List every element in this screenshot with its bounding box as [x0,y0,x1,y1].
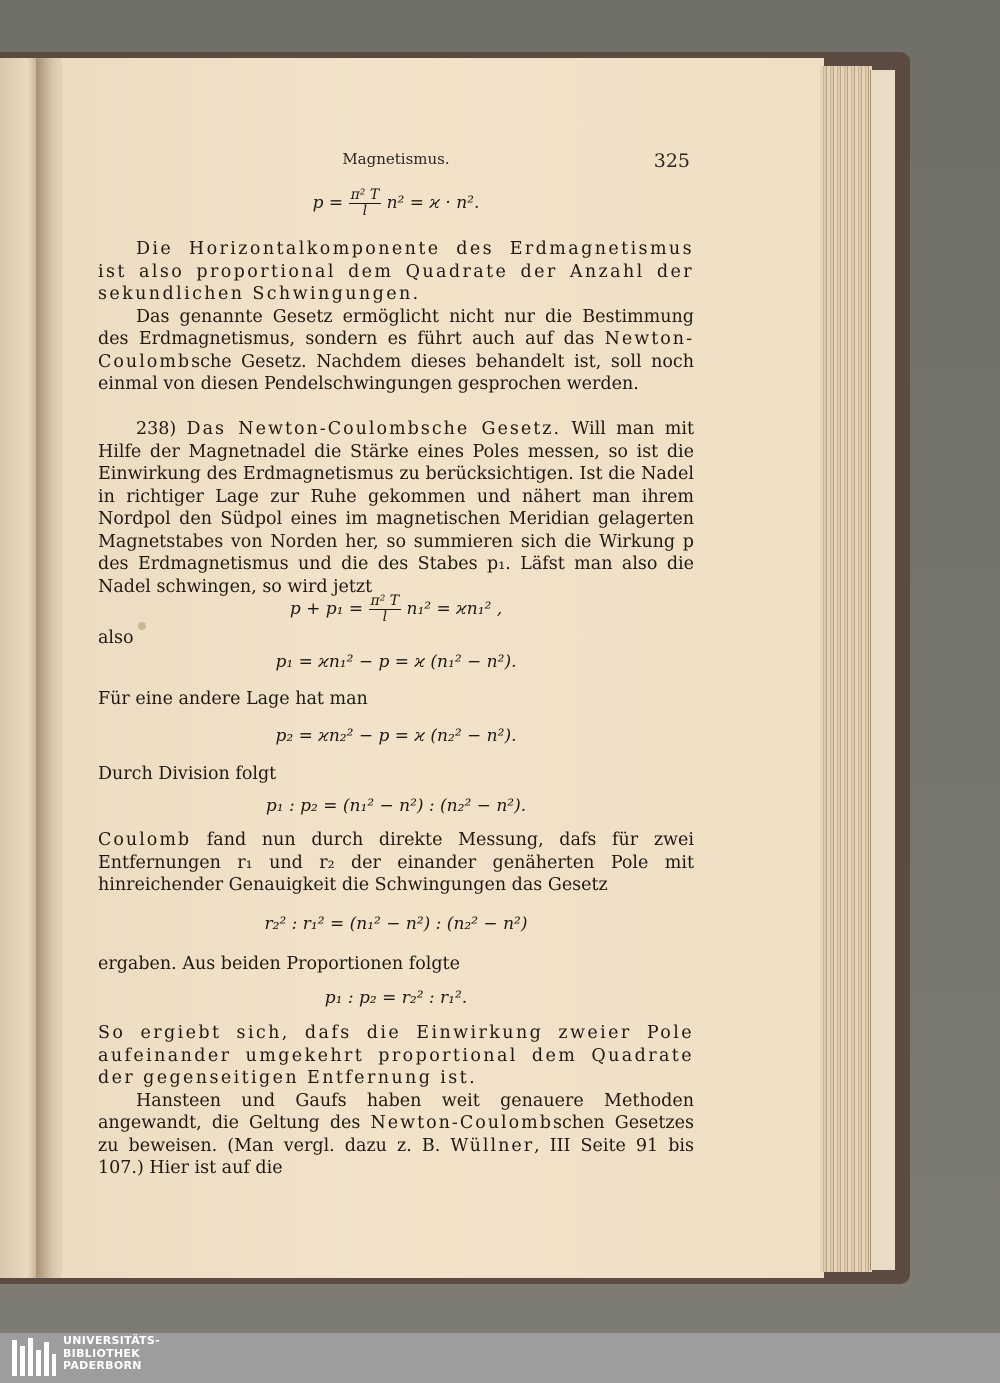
formula-p2: p₂ = ϰn₂² − p = ϰ (n₂² − n²). [275,726,517,746]
f2-fraction [369,594,402,625]
paragraph-238 [98,418,694,598]
p2-text-a: Das genannte Gesetz ermöglicht nicht nur die Bestimmung des Erdmagnetismus, sondern es führt auch auf das [98,306,694,349]
text-block-2 [98,418,694,598]
f2-numerator: π² T [370,593,400,609]
p2-name: Newton-Coulomb [98,329,694,372]
paragraph-gesetz [98,306,694,396]
text-division: Durch Division folgt [98,764,277,784]
text-block-3 [98,829,694,897]
formula-period [98,188,694,219]
last-text-e: , III Seite 91 bis 107.) Hier ist auf die [98,1135,694,1178]
last-text-c: schen Gesetzes zu beweisen. (Man vergl. dazu z. B. [98,1113,694,1156]
fraction-denominator: l [362,203,368,219]
library-line-2: BIBLIOTHEK [63,1346,141,1360]
wuellner-name: Wüllner [450,1135,535,1156]
page-number: 325 [653,150,690,172]
paragraph-horizontal: Die Horizontalkomponente des Erdmagnetismus ist also proportional dem Quadrate der Anzahl der sekundlichen Schwingungen. [98,239,694,304]
library-line-1: UNIVERSITÄTS- [63,1334,160,1347]
text-ergaben: ergaben. Aus beiden Proportionen folgte [98,954,460,974]
paragraph-result: So ergiebt sich, dafs die Einwirkung zweier Pole aufeinander umgekehrt proportional dem Quadrate der gegenseitigen Entfernung ist. [98,1023,694,1088]
formula-p1: p₁ = ϰn₁² − p = ϰ (n₁² − n²). [275,652,517,672]
formula-result: p₁ : p₂ = r₂² : r₁². [324,988,468,1008]
formula-sum [98,594,694,625]
p2-text-c: sche Gesetz. Nachdem dieses behandelt ist, soll noch einmal von diesen Pendelschwingungen gesprochen werden. [98,351,694,394]
last-name: Newton-Coulomb [370,1113,553,1133]
library-line-3: PADERBORN [63,1359,142,1372]
library-name [63,1335,160,1373]
fraction-numerator: π² T [350,187,380,203]
left-page-edge [0,58,40,1278]
formula-rest: n² = ϰ · n². [381,193,480,213]
text-lage: Für eine andere Lage hat man [98,689,368,709]
text-block-1 [98,238,694,396]
running-header [98,150,694,174]
page-edges-outer [870,70,895,1270]
header-title: Magnetismus. [342,150,450,168]
library-logo-icon [10,1336,58,1380]
word-also: also [98,628,134,648]
f2-denominator: l [382,609,388,625]
formula-lhs: p [312,193,324,213]
coulomb-text: fand nun durch direkte Messung, dafs für zwei Entfernungen r₁ und r₂ der einander genäherten Pole mit hinreichender Genauigkeit die Schwingungen das Gesetz [98,830,694,895]
last-text-a: Hansteen und Gaufs haben weit genauere Methoden angewandt, die Geltung des [98,1090,694,1133]
paragraph-coulomb [98,829,694,897]
page-edges [820,66,872,1272]
section-heading: Das Newton-Coulombsche Gesetz. [186,419,562,439]
f2-rest: n₁² = ϰn₁² , [401,599,503,619]
f2-lhs: p + p₁ = [289,599,369,619]
formula-fraction [349,188,382,219]
p3-text: Will man mit Hilfe der Magnetnadel die Stärke eines Poles messen, so ist die Einwirkung des Erdmagnetismus zu berücksichtigen. Ist die Nadel in richtiger Lage zur Ruhe gekommen und nähert man ihrem Nordpol den Südpol eines im magnetischen Meridian gelagerten Magnetstabes von Norden her, so summieren sich die Wirkung p des Erdmagnetismus und die des Stabes p₁. Läfst man also die Nadel schwingen, so wird jetzt [98,419,694,597]
formula-distance: r₂² : r₁² = (n₁² − n²) : (n₂² − n²) [264,914,528,934]
formula-eq: = [323,193,349,213]
text-block-4 [98,1022,694,1180]
formula-ratio: p₁ : p₂ = (n₁² − n²) : (n₂² − n²). [265,796,527,816]
section-number: 238) [136,419,187,439]
paragraph-hansteen [98,1090,694,1180]
coulomb-name: Coulomb [98,830,192,850]
